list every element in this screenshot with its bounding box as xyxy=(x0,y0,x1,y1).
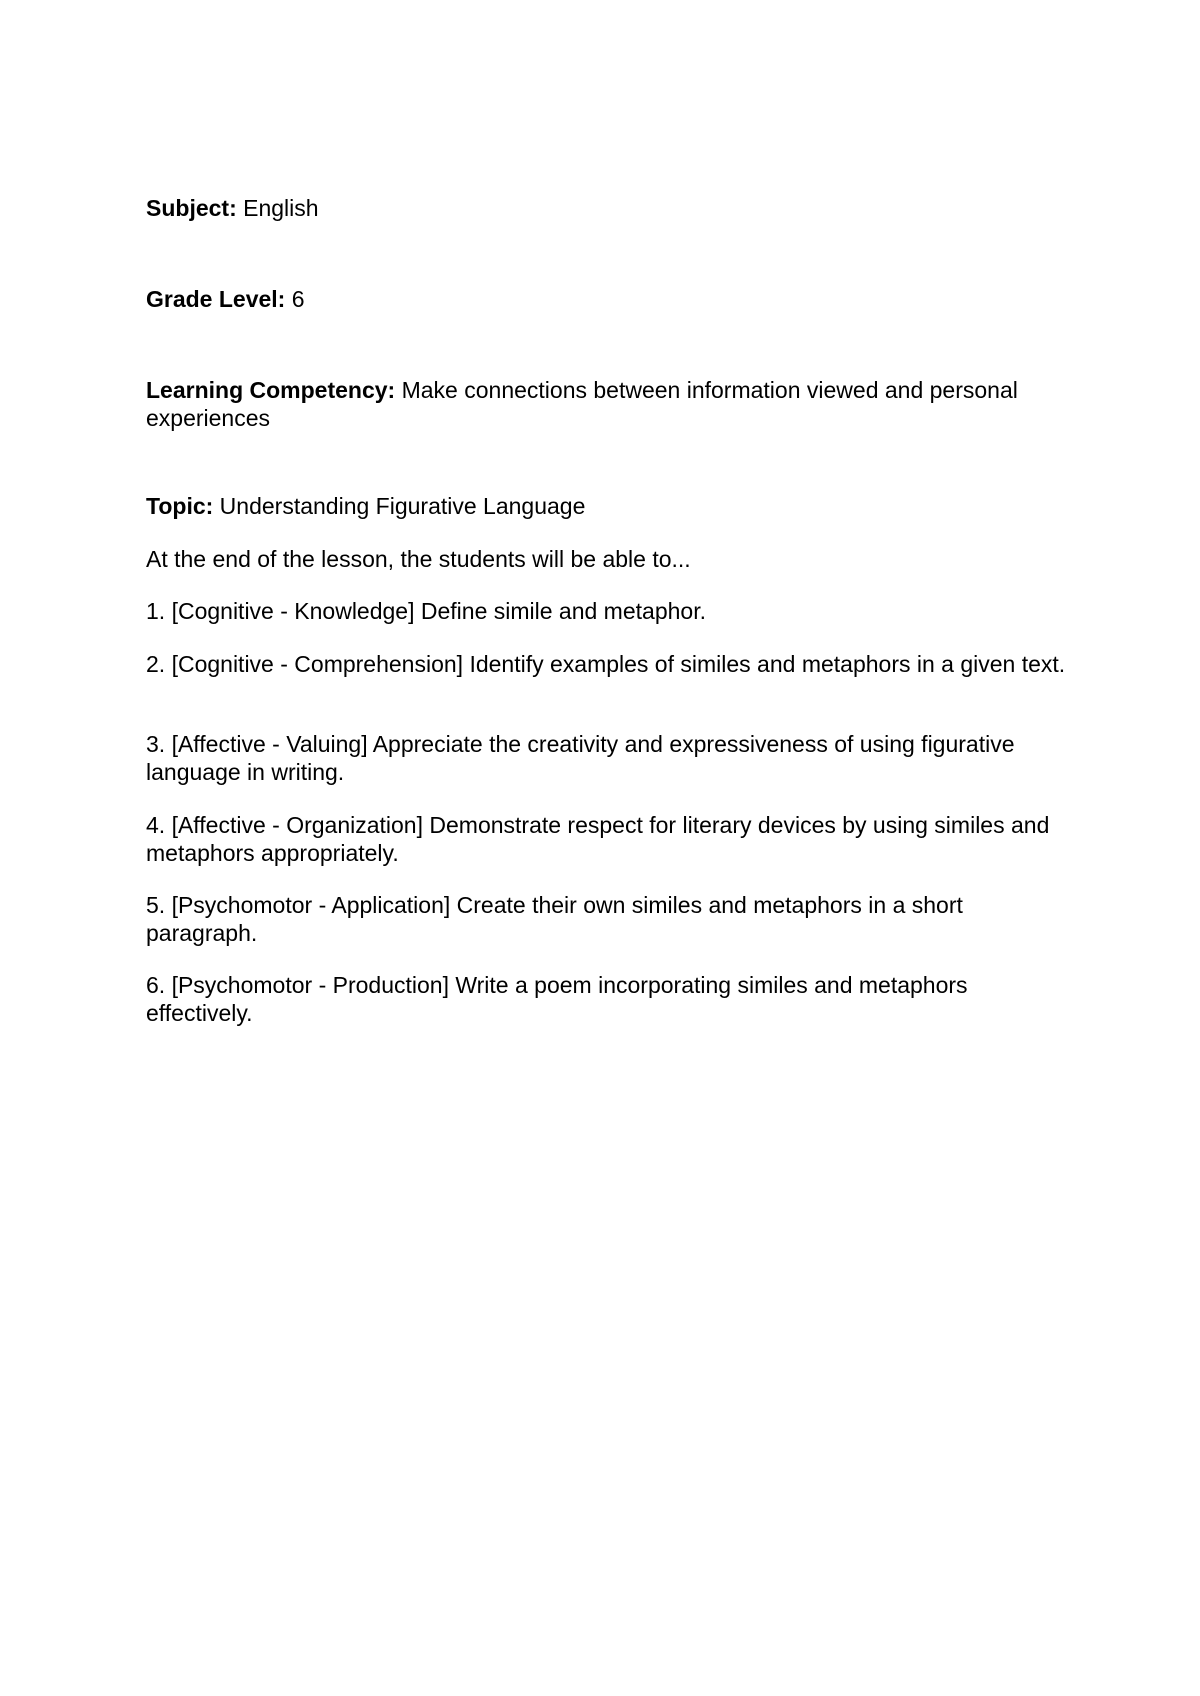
grade-level-label: Grade Level: xyxy=(146,286,286,312)
learning-competency-value: Make connections between information viewed and personal experiences xyxy=(146,377,1018,431)
grade-level-value: 6 xyxy=(285,286,305,312)
objective-2: 2. [Cognitive - Comprehension] Identify examples of similes and metaphors in a given text. xyxy=(146,651,1066,677)
topic-label: Topic: xyxy=(146,493,214,519)
objective-1: 1. [Cognitive - Knowledge] Define simile and metaphor. xyxy=(146,598,706,624)
lesson-intro: At the end of the lesson, the students will be able to... xyxy=(146,546,691,572)
objective-5: 5. [Psychomotor - Application] Create their own similes and metaphors in a short paragraph. xyxy=(146,892,963,946)
subject-value: English xyxy=(236,195,319,221)
objective-3: 3. [Affective - Valuing] Appreciate the creativity and expressiveness of using figurative language in writing. xyxy=(146,731,1015,785)
objective-4: 4. [Affective - Organization] Demonstrate respect for literary devices by using similes and metaphors appropriately. xyxy=(146,812,1050,866)
objective-6: 6. [Psychomotor - Production] Write a poem incorporating similes and metaphors effectively. xyxy=(146,972,968,1026)
subject-line xyxy=(146,194,1066,222)
topic-value: Understanding Figurative Language xyxy=(213,493,586,519)
learning-competency-line xyxy=(146,376,1066,432)
learning-competency-label: Learning Competency: xyxy=(146,377,396,403)
topic-line xyxy=(146,492,1066,520)
subject-label: Subject: xyxy=(146,195,237,221)
grade-level-line xyxy=(146,285,1066,313)
